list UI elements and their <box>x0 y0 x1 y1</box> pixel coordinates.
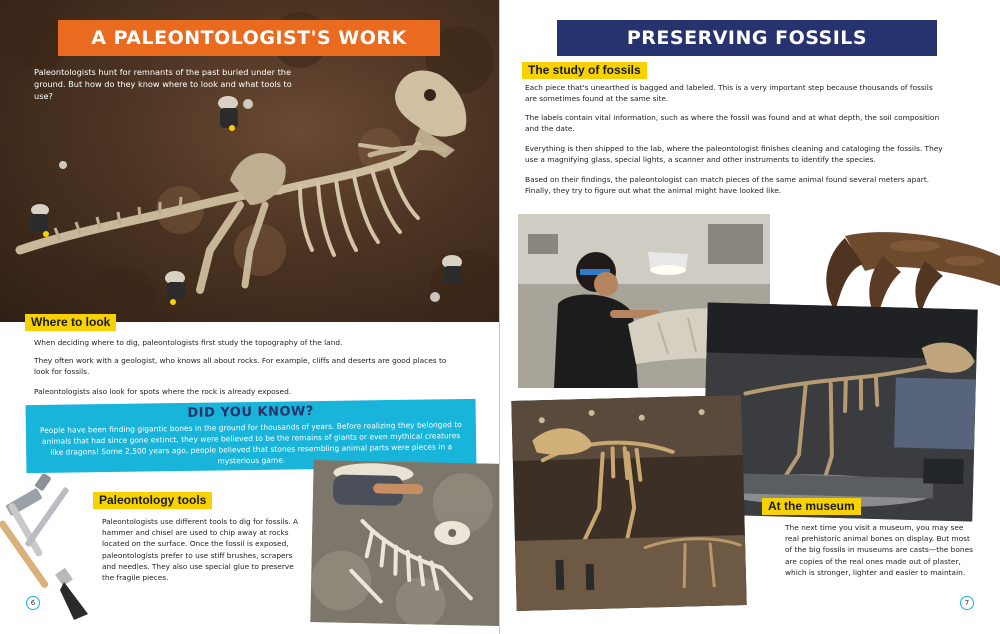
paleontology-tools-heading: Paleontology tools <box>93 492 212 509</box>
study-paragraph-3: Everything is then shipped to the lab, where the paleontologist finishes cleaning and cataloging the fossils. They use a magnifying glass, special lights, a scanner and other instruments to identify the species. <box>525 144 943 165</box>
where-to-look-heading: Where to look <box>25 314 116 331</box>
right-page-title: PRESERVING FOSSILS <box>557 20 937 56</box>
left-page-number: 6 <box>26 596 40 610</box>
at-the-museum-text: The next time you visit a museum, you may see real prehistoric animal bones on display. But most of the big fossils in museums are casts—the bones are copies of the real ones made out of plaster, which is stronger, lighter and easier to maintain. <box>785 523 973 577</box>
intro-text: Paleontologists hunt for remnants of the past buried under the ground. But how do they know where to look and what tools to use? <box>34 67 292 101</box>
study-paragraph-2: The labels contain vital information, such as where the fossil was found and at what depth, the soil composition and the date. <box>525 113 940 134</box>
paleontology-tools-text: Paleontologists use different tools to dig for fossils. A hammer and chisel are used to chip away at rocks located on the surface. Once the fossil is exposed, paleontologists prefer to use stiff brushes, scrapers and needles. They also use special glue to preserve the fragile pieces. <box>102 517 299 583</box>
left-page-title: A PALEONTOLOGIST'S WORK <box>58 20 440 56</box>
did-you-know-text: People have been finding gigantic bones in the ground for thousands of years. Before realizing they belonged to animals that had since gone extinct, they were believed to be the remains of giants or even mythical creatures like dragons! Some 2,500 years ago, people believed that stones resembling animal parts were pieces in a mysterious game. <box>39 420 462 466</box>
study-of-fossils-heading: The study of fossils <box>522 62 647 79</box>
where-to-look-paragraph-1: When deciding where to dig, paleontologists first study the topography of the land. <box>34 338 343 347</box>
fossil-claw-photo <box>805 216 1000 320</box>
museum-trex-hall-photo <box>511 395 746 611</box>
study-paragraph-1: Each piece that's unearthed is bagged and labeled. This is a very important step because thousands of fossils are sometimes found at the same site. <box>525 83 933 104</box>
right-page <box>500 0 1000 634</box>
where-to-look-paragraph-2: They often work with a geologist, who knows all about rocks. For example, cliffs and deserts are good places to look for fossils. <box>34 356 447 377</box>
skeleton-dig-site-photo <box>310 460 500 626</box>
where-to-look-paragraph-3: Paleontologists also look for spots where the rock is already exposed. <box>34 387 292 396</box>
did-you-know-heading: DID YOU KNOW? <box>187 404 314 421</box>
right-page-number: 7 <box>960 596 974 610</box>
at-the-museum-heading: At the museum <box>762 498 861 515</box>
study-paragraph-4: Based on their findings, the paleontologist can match pieces of the same animal found several meters apart. Finally, they try to figure out what the animal might have looked like. <box>525 175 930 196</box>
